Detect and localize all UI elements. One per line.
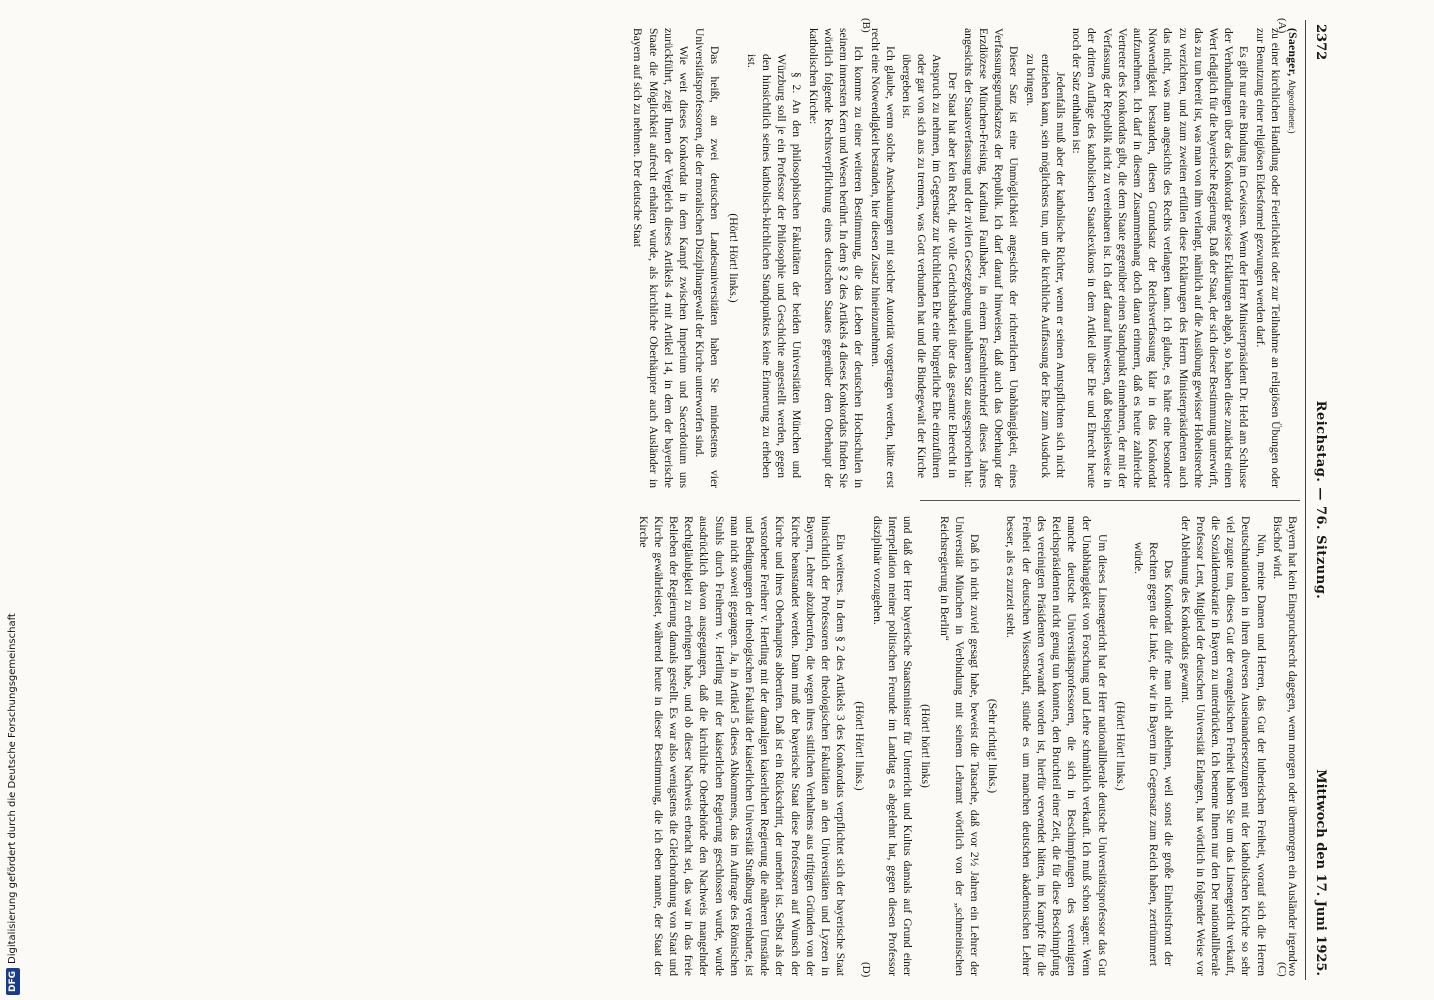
interjection: (Hört! Hört! links.) bbox=[1113, 701, 1127, 791]
quotation: Jedenfalls muß aber der katholische Richter, wenn er seinen Amtspflichten sich nicht entziehen kann, sein möglichstes tun, um die kirchliche Auffassung der Ehe zum Ausdruck zu bringen. bbox=[1023, 54, 1067, 478]
speaker-name: (Saenger, bbox=[1286, 28, 1299, 77]
interjection: (Hört! Hört! links.) bbox=[852, 701, 866, 791]
paragraph: Bayern hat kein Einspruchsrecht dagegen, wenn morgen oder übermorgen ein Ausländer irgendwo Bischof wird. bbox=[1270, 516, 1299, 976]
margin-marker-a: (A) bbox=[1276, 18, 1288, 34]
digitization-credit bbox=[4, 10, 18, 995]
document-page bbox=[100, 20, 1330, 980]
dfg-logo: DFG bbox=[6, 968, 20, 995]
digitization-credit-text: Digitalisierung gefördert durch die Deutsche Forschungsgemeinschaft bbox=[7, 613, 18, 964]
speaker-role: Abgeordneter.) bbox=[1287, 79, 1297, 134]
paragraph: Es gibt nur eine Bindung im Gewissen. Wenn der Herr Ministerpräsident Dr. Held am Schlusse der Verhandlungen über das Konkordat gewisse Erklärungen abgab, so haben diese zunächst einen Wert lediglich für die bayerische Regierung. Daß der Staat, der sich dieser Bestimmung unterwirft, das zu tun bereit ist, was man von ihm verlangt, nämlich auf die Ausübung gewisser Hoheitsrechte zu verzichten, und zum zweiten erfüllen diese Erklärungen des Herrn Ministerpräsidenten auch das nicht, was man angesichts des Rechts verlangen kann. Ich glaube, es hätte eine besondere Notwendigkeit bestanden, diesen Grundsatz der Reichsverfassung klar in das Konkordat aufzunehmen. Ich darf in diesem Zusammenhang doch daran erinnern, daß es heute zahlreiche Vertreter des Konkordats gibt, die dem Staate gegenüber einen Standpunkt einnehmen, der mit der Verfassung der Republik nicht zu vereinbaren ist. Ich darf darauf hinweisen, daß beispielsweise in der dritten Auflage des katholischen Staatslexikons in dem Artikel über Ehe und Ehrecht heute noch der Satz enthalten ist: bbox=[1070, 28, 1251, 488]
paragraph: zu einer kirchlichen Handlung oder Feierlichkeit oder zur Teilnahme an religiösen Übungen oder zur Benutzung einer religiösen Eidesformel gezwungen werden darf. bbox=[1253, 28, 1282, 488]
right-column bbox=[634, 516, 1300, 976]
interjection: (Sehr richtig! links.) bbox=[986, 698, 1000, 794]
left-column bbox=[629, 28, 1300, 488]
paragraph: Wie weit dieses Konkordat in dem Kampf zwischen Imperium und Sacerdotium uns zurückführt, zeigt Ihnen der Vergleich dieses Artikels 4 mit Artikel 14, in dem der bayerische Staate die Möglichkeit aufrecht erhalten wurde, als kirchliche Oberhäupter auch Ausländer in Bayern auf sich zu nehmen. Der deutsche Staat bbox=[631, 28, 691, 488]
paragraph: Ich komme zu einer weiteren Bestimmung, die das Leben der deutschen Hochschulen in seinem innersten Kern und Wesen berührt. In dem § 2 des Artikels 4 dieses Konkordats finden Sie wörtlich folgende Rechtsverpflichtung eines deutschen Staates gegenüber dem Oberhaupt der katholischen Kirche: bbox=[806, 28, 866, 488]
margin-marker-b: (B) bbox=[860, 18, 872, 33]
paragraph: und daß der Herr bayerische Staatsminister für Unterricht und Kultus damals auf Grund einer Interpellation meiner politischen Freunde im Landtag es abgelehnt hat, gegen diesen Professor disziplinär vorzugehen. bbox=[870, 516, 915, 976]
speaker-line bbox=[1284, 28, 1300, 488]
paragraph: Um dieses Linsengericht hat der Herr nationalliberale deutsche Universitätsprofessor das Gut der Unabhängigkeit von Forschung und Lehre schmählich verkauft. Ich muß schon sagen: Wenn manche deutsche Universitätsprofessoren, die sich in Beschimpfungen des vereinigten Reichspräsidenten nicht genug tun konnten, den Bruchteil einer Zeit, die für diese Beschimpfung des vereinigten Präsidenten verwandt worden ist, hierfür verwendet hätten, im Kampfe für die Freiheit der deutschen Wissenschaft, stünde es um manchen deutschen akademischen Lehrer besser, als es zurzeit steht. bbox=[1004, 516, 1109, 976]
quotation: Das Konkordat dürfe man nicht ablehnen, weil sonst die große Einheitsfront der Rechten gegen die Linke, die wir in Bayern im Gegensatz zum Reich haben, zertrümmert würde. bbox=[1131, 542, 1176, 966]
paragraph: Ein weiteres. In dem § 2 des Artikels 3 des Konkordats verpflichtet sich der bayerische Staat hinsichtlich der Professoren der theologischen Fakultäten an den Universitäten und Lyzeen in Bayern, Lehrer abzuberufen, die wegen ihres sittlichen Verhaltens aus triftigen Gründen von der Kirche beanstandet werden. Dann muß der bayerische Staat diese Professoren auf Wunsch der Kirche und ihres Oberhauptes abberufen. Daß ist ein Rückschritt, der unerhört ist. Selbst als der verstorbene Freiherr v. Hertling mit der damaligen kaiserlichen Regierung die näheren Umstände und Bedingungen der theologischen Fakultät der kaiserlichen Universität Straßburg vereinbarte, ist man nicht soweit gegangen. Ja, in Artikel 5 dieses Abkommens, das im Auftrage des Römischen Stuhls durch Freiherrn v. Hertling mit der kaiserlichen Regierung geschlossen wurde, wurde ausdrücklich davon ausgegangen, daß die kirchliche Oberbehörde den Nachweis mangelnder Rechtgläubigkeit zu erbringen habe, und ob dieser Nachweis erbracht sei, das war in das freie Belieben der Regierung damals gestellt. Es war also wenigstens die Gleichordnung von Staat und Kirche gewährleistet, während heute in dieser Bestimmung, die ich eben nannte, der Staat der Kirche bbox=[636, 516, 848, 976]
margin-marker-c: (C) bbox=[1276, 962, 1288, 977]
margin-marker-d: (D) bbox=[860, 962, 872, 978]
paragraph: Ich glaube, wenn solche Anschauungen mit solcher Autorität vorgetragen werden, hätte erst recht eine Notwendigkeit bestanden, hier diesen Zusatz hineinzunehmen. bbox=[868, 28, 897, 488]
quotation: § 2. An den philosophischen Fakultäten der beiden Universitäten München und Würzburg soll je ein Professor der Philosophie und Geschichte angestellt werden, gegen den hinsichtlich seines katholisch-kirchlichen Standpunktes keine Erinnerung zu erheben ist. bbox=[744, 54, 804, 478]
session-date: Mittwoch den 17. Juni 1925. bbox=[1313, 769, 1328, 976]
page-number: 2372 bbox=[1313, 24, 1328, 61]
page-title: Reichstag. — 76. Sitzung. bbox=[1313, 400, 1328, 600]
interjection: (Hört! hört! links) bbox=[919, 704, 933, 788]
interjection: (Hört! Hört! links.) bbox=[726, 213, 740, 303]
column-rule bbox=[920, 500, 1300, 501]
header-rule bbox=[1305, 20, 1306, 980]
paragraph: Das heißt, an zwei deutschen Landesuniversitäten haben Sie mindestens vier Universitätsprofessoren, die der moralischen Disziplinargewalt der Kirche unterworfen sind. bbox=[693, 28, 722, 488]
quotation: Der Staat hat aber kein Recht, die volle Gerichtsbarkeit über das gesamte Eherecht in Anspruch zu nehmen, im Gegensatz zur kirchlichen Ehe eine bürgerliche Ehe einzuführen oder gar von sich aus zu trennen, was Gott verbunden hat und die Bindegewalt der Kirche übergeben ist. bbox=[899, 54, 959, 478]
paragraph: Daß ich nicht zuviel gesagt habe, beweist die Tatsache, daß vor 2½ Jahren ein Lehrer der Universität München in Verbindung mit seinem Lehramt wörtlich von der „schmeinischen Reichsregierung in Berlin“ bbox=[937, 516, 981, 976]
paragraph: Nun, meine Damen und Herren, das Gut der lutherischen Freiheit, worauf sich die Herren Deutschnationalen in ihren diversen Auseinandersetzungen mit der katholischen Kirche so sehr viel zugute tun, dieses Gut der evangelischen Freiheit haben Sie um das Linsengericht verkauft, die Sozialdemokratie in Bayern zu unterdrücken. Ich benenne Ihnen nur den Der nationalliberale Professor Lent, Mitglied der deutschen Universität Erlangen, hat wörtlich in folgender Weise vor der Ablehnung des Konkordats gewarnt. bbox=[1178, 516, 1268, 976]
paragraph: Dieser Satz ist eine Unmöglichkeit angesichts der richterlichen Unabhängigkeit, eines Verfassungsgrundsatzes der Republik. Ich darf darauf hinweisen, daß auch das Oberhaupt der Erzdiözese München-Freising, Kardinal Faulhaber, in einem Fastenhirtenbrief dieses Jahres angesichts der Staatsverfassung und der zivilen Gesetzgebung unhaltbaren Satz ausgesprochen hat: bbox=[961, 28, 1021, 488]
running-head bbox=[1308, 20, 1330, 980]
